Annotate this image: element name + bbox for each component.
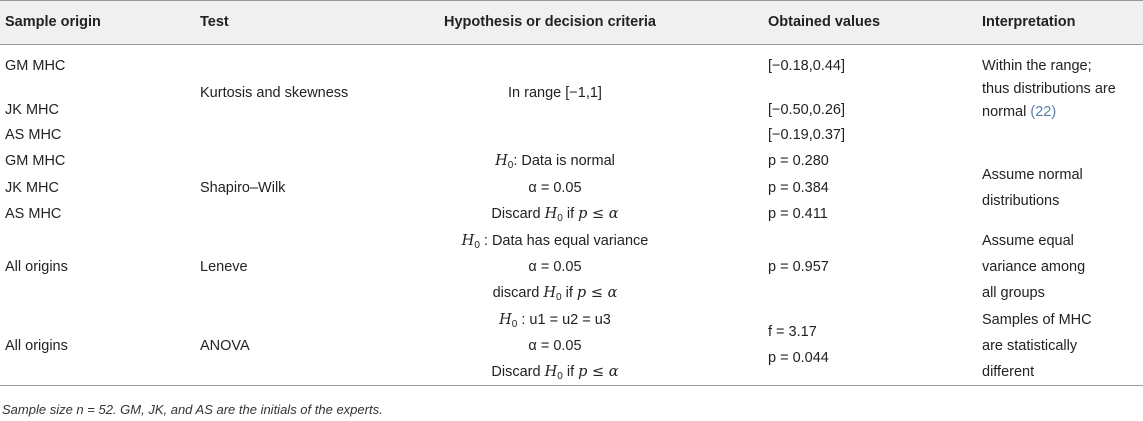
obtained-value-cell: p = 0.280	[768, 153, 829, 169]
header-hypothesis: Hypothesis or decision criteria	[444, 14, 656, 30]
obtained-value-cell: p = 0.044	[768, 350, 829, 366]
hypothesis-cell: discard $H_0$ if p ≤ α	[492, 285, 618, 303]
interpretation-cell: variance among	[982, 259, 1086, 275]
table-footnote: Sample size n = 52. GM, JK, and AS are the initials of the experts.	[2, 402, 383, 417]
test-cell: ANOVA	[200, 338, 250, 354]
header-sample-origin: Sample origin	[5, 14, 101, 30]
interpretation-cell: are statistically	[982, 338, 1078, 354]
hypothesis-cell: $H_0$ : Data has equal variance	[461, 233, 649, 251]
interpretation-cell: different	[982, 364, 1035, 380]
obtained-value-cell: [−0.18,0.44]	[768, 58, 845, 74]
hypothesis-cell: α = 0.05	[528, 259, 582, 275]
interpretation-cell: normal (22)	[982, 104, 1057, 120]
interpretation-cell: Within the range;	[982, 58, 1092, 74]
obtained-value-cell: [−0.50,0.26]	[768, 102, 845, 118]
hypothesis-cell: $H_0$ : u1 = u2 = u3	[499, 312, 611, 330]
interpretation-cell: Samples of MHC	[982, 312, 1092, 328]
obtained-value-cell: p = 0.411	[768, 206, 828, 222]
obtained-value-cell: [−0.19,0.37]	[768, 127, 845, 143]
sample-origin-cell: JK MHC	[5, 102, 59, 118]
test-cell: Leneve	[200, 259, 248, 275]
test-cell: Shapiro–Wilk	[200, 180, 286, 196]
hypothesis-cell: $H_0$: Data is normal	[495, 153, 615, 171]
interpretation-cell: thus distributions are	[982, 81, 1116, 97]
sample-origin-cell: GM MHC	[5, 58, 66, 74]
interpretation-cell: all groups	[982, 285, 1045, 301]
table-header	[0, 0, 1143, 45]
interpretation-cell: distributions	[982, 193, 1060, 209]
hypothesis-cell: Discard $H_0$ if p ≤ α	[491, 206, 619, 224]
sample-origin-cell: GM MHC	[5, 153, 66, 169]
reference-link[interactable]: (22)	[1030, 104, 1057, 120]
table-bottom-rule	[0, 385, 1143, 386]
sample-origin-cell: All origins	[5, 338, 68, 354]
sample-origin-cell: AS MHC	[5, 206, 62, 222]
obtained-value-cell: p = 0.957	[768, 259, 829, 275]
test-cell: Kurtosis and skewness	[200, 85, 349, 101]
interpretation-cell: Assume normal	[982, 167, 1083, 183]
hypothesis-cell: In range [−1,1]	[508, 85, 602, 101]
sample-origin-cell: AS MHC	[5, 127, 62, 143]
obtained-value-cell: p = 0.384	[768, 180, 829, 196]
interpretation-cell: Assume equal	[982, 233, 1074, 249]
sample-origin-cell: JK MHC	[5, 180, 59, 196]
hypothesis-cell: Discard $H_0$ if p ≤ α	[491, 364, 619, 382]
hypothesis-cell: α = 0.05	[528, 180, 582, 196]
header-obtained-values: Obtained values	[768, 14, 881, 30]
sample-origin-cell: All origins	[5, 259, 68, 275]
header-test: Test	[200, 14, 229, 30]
obtained-value-cell: f = 3.17	[768, 324, 817, 340]
hypothesis-cell: α = 0.05	[528, 338, 582, 354]
header-interpretation: Interpretation	[982, 14, 1076, 30]
